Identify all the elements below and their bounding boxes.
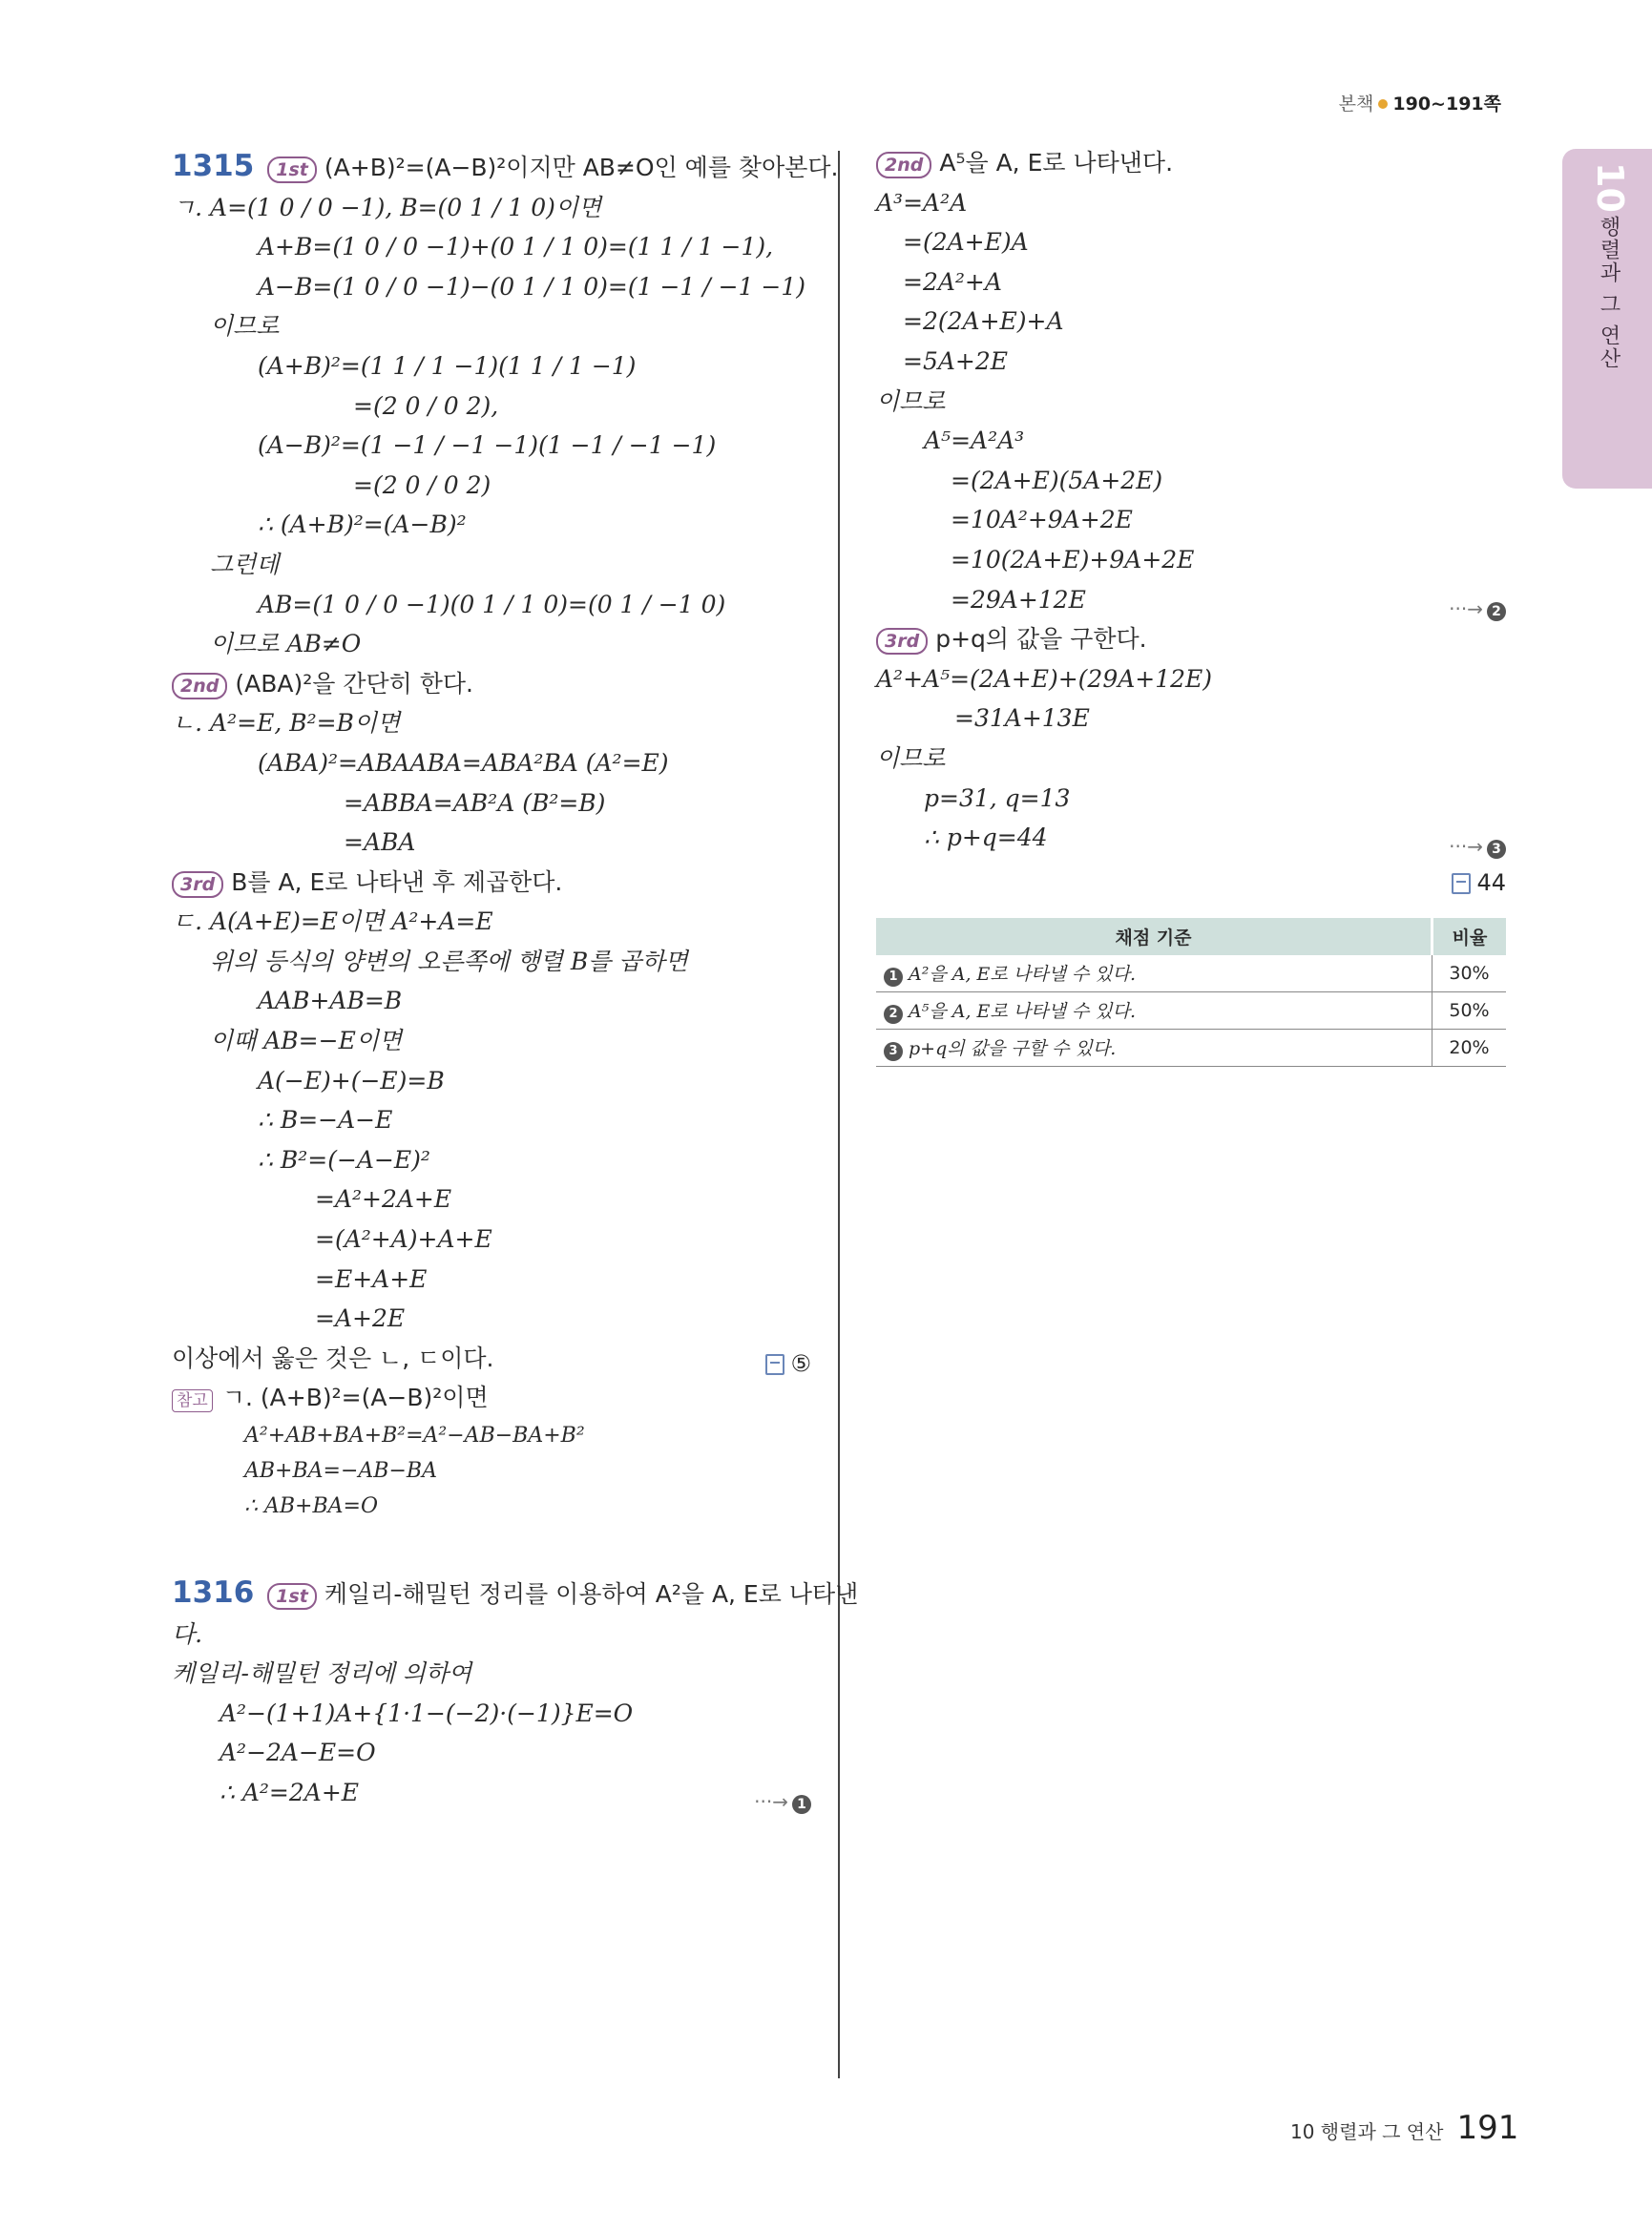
page-footer <box>1290 2109 1518 2147</box>
line-text: A²+A⁵=(2A+E)+(29A+12E) <box>876 664 1213 693</box>
solution-line <box>172 981 811 1021</box>
line-text: (A+B)²=(1 1 / 1 −1)(1 1 / 1 −1) <box>258 351 637 380</box>
criteria-text: p+q의 값을 구할 수 있다. <box>909 1038 1117 1059</box>
book-label: 본책 <box>1338 94 1374 115</box>
line-text: =2(2A+E)+A <box>903 307 1064 336</box>
line-text: =29A+12E <box>951 585 1086 614</box>
solution-line <box>172 1220 811 1260</box>
solution-line <box>172 1179 811 1220</box>
dotted-arrow-icon: ···→ <box>1449 835 1483 859</box>
line-text: AB=(1 0 / 0 −1)(0 1 / 1 0)=(0 1 / −1 0) <box>258 590 726 618</box>
step-badge: 3rd <box>876 628 928 655</box>
line-text: A(−E)+(−E)=B <box>258 1066 445 1095</box>
line-text: AB+BA=−AB−BA <box>244 1459 437 1483</box>
line-text: 케일리-해밀턴 정리에 의하여 <box>172 1659 472 1688</box>
solution-line <box>876 183 1506 223</box>
line-text: A⁵을 A, E로 나타낸다. <box>939 149 1174 177</box>
dotted-arrow-icon: ···→ <box>754 1789 788 1813</box>
solution-line <box>876 262 1506 302</box>
problem-number: 1316 <box>172 1575 255 1610</box>
solution-line <box>172 346 811 386</box>
line-text: AAB+AB=B <box>258 987 403 1015</box>
grading-criteria-table <box>876 918 1506 1067</box>
step-number-icon: 1 <box>884 968 903 987</box>
line-text: (ABA)²=ABAABA=ABA²BA (A²=E) <box>258 748 669 777</box>
criteria-ratio: 20% <box>1432 1030 1507 1067</box>
answer-value: ⑤ <box>790 1349 811 1377</box>
solution-line <box>172 306 811 346</box>
solution-line <box>172 386 811 427</box>
solution-line <box>172 1773 811 1813</box>
criteria-header: 채점 기준 <box>876 918 1432 955</box>
reference-line <box>172 1418 811 1453</box>
problem-heading <box>172 1574 859 1615</box>
solution-line <box>172 942 811 982</box>
reference-line <box>172 1489 811 1524</box>
step-marker <box>754 1783 811 1823</box>
solution-line <box>876 739 1506 779</box>
solution-line <box>172 227 811 267</box>
ratio-header: 비율 <box>1432 918 1507 955</box>
line-text: 케일리-해밀턴 정리를 이용하여 A²을 A, E로 나타낸 <box>324 1580 859 1608</box>
line-text: ∴ B²=(−A−E)² <box>258 1145 430 1174</box>
problem-number: 1315 <box>172 149 255 183</box>
criteria-ratio: 50% <box>1432 992 1507 1030</box>
table-row <box>876 1030 1506 1067</box>
line-text: (A+B)²=(A−B)²이지만 AB≠O인 예를 찾아본다. <box>324 154 839 181</box>
chapter-title: 행렬과 그 연산 <box>1597 216 1621 370</box>
right-column <box>876 143 1506 896</box>
solution-line <box>876 580 1506 620</box>
line-text: =2A²+A <box>903 267 1002 296</box>
answer <box>1452 864 1506 904</box>
step-number-icon: 3 <box>1487 840 1506 859</box>
chapter-number: 10 <box>1589 162 1631 213</box>
solution-line <box>172 1140 811 1180</box>
line-text: 위의 등식의 양변의 오른쪽에 행렬 B를 곱하면 <box>210 947 688 975</box>
step-badge: 2nd <box>172 673 227 699</box>
solution-line <box>172 1378 811 1418</box>
answer-value: 44 <box>1476 868 1506 896</box>
solution-line <box>172 1615 811 1655</box>
solution-line <box>172 505 811 545</box>
step-number-icon: 2 <box>1487 602 1506 621</box>
solution-line <box>876 222 1506 262</box>
step-badge: 1st <box>267 1583 317 1610</box>
criteria-text: A²을 A, E로 나타낼 수 있다. <box>909 964 1137 985</box>
line-text: A²−2A−E=O <box>220 1739 376 1767</box>
solution-line <box>172 1061 811 1101</box>
line-text: =ABBA=AB²A (B²=B) <box>344 788 606 817</box>
line-text: ㄷ. A(A+E)=E이면 A²+A=E <box>172 907 493 936</box>
step-marker <box>1449 827 1506 867</box>
table-row <box>876 955 1506 992</box>
criteria-ratio: 30% <box>1432 955 1507 992</box>
step-number-icon: 1 <box>792 1795 811 1814</box>
step-badge: 2nd <box>876 152 931 178</box>
line-text: B를 A, E로 나타낸 후 제곱한다. <box>231 867 563 896</box>
line-text: =A+2E <box>315 1304 406 1333</box>
line-text: 이므로 <box>210 312 280 341</box>
answer-icon <box>1452 873 1471 894</box>
step-badge: 1st <box>267 156 317 183</box>
line-text: 이므로 <box>876 743 946 772</box>
line-text: =(2A+E)A <box>903 228 1029 257</box>
line-text: ∴ AB+BA=O <box>244 1494 379 1518</box>
solution-line <box>172 1100 811 1140</box>
solution-line <box>172 1299 811 1339</box>
criteria-text: A⁵을 A, E로 나타낼 수 있다. <box>909 1001 1137 1022</box>
page-range: 190~191쪽 <box>1392 94 1501 115</box>
solution-line <box>876 342 1506 382</box>
line-text: =5A+2E <box>903 346 1009 375</box>
line-text: =(2 0 / 0 2), <box>353 391 499 420</box>
step-heading <box>172 664 811 704</box>
solution-line <box>172 624 811 664</box>
spacer <box>172 1524 811 1570</box>
solution-line <box>172 1654 811 1694</box>
page-number: 191 <box>1456 2109 1519 2147</box>
line-text: =(2 0 / 0 2) <box>353 470 491 499</box>
line-text: A²+AB+BA+B²=A²−AB−BA+B² <box>244 1424 585 1448</box>
solution-line <box>172 703 811 743</box>
reference-badge: 참고 <box>172 1389 213 1412</box>
solution-line <box>172 823 811 863</box>
left-column <box>172 143 859 1813</box>
line-text: =(2A+E)(5A+2E) <box>951 466 1163 494</box>
solution-line <box>876 540 1506 580</box>
line-text: =A²+2A+E <box>315 1185 452 1214</box>
solution-line <box>172 1339 811 1379</box>
solution-line <box>876 382 1506 422</box>
line-text: A−B=(1 0 / 0 −1)−(0 1 / 1 0)=(1 −1 / −1 −1) <box>258 272 806 301</box>
problem-heading <box>172 147 839 188</box>
step-number-icon: 2 <box>884 1005 903 1024</box>
solution-line <box>172 902 811 942</box>
step-heading <box>172 863 811 903</box>
line-text: 이므로 <box>876 386 946 415</box>
solution-line <box>876 779 1506 819</box>
line-text: ∴ A²=2A+E <box>220 1778 360 1806</box>
line-text: A⁵=A²A³ <box>924 427 1025 455</box>
dot-icon <box>1378 99 1388 109</box>
solution-line <box>876 818 1506 858</box>
line-text: ∴ p+q=44 <box>924 824 1048 852</box>
line-text: =E+A+E <box>315 1264 428 1293</box>
line-text: =31A+13E <box>954 704 1090 733</box>
table-row <box>876 992 1506 1030</box>
solution-line <box>172 188 811 228</box>
step-heading <box>876 619 1506 659</box>
line-text: =ABA <box>344 828 416 857</box>
solution-line <box>172 1694 811 1734</box>
solution-line <box>172 426 811 466</box>
solution-line <box>876 659 1506 699</box>
line-text: A+B=(1 0 / 0 −1)+(0 1 / 1 0)=(1 1 / 1 −1), <box>258 233 774 261</box>
line-text: 이때 AB=−E이면 <box>210 1027 403 1055</box>
line-text: ∴ B=−A−E <box>258 1106 393 1135</box>
solution-line <box>172 466 811 506</box>
line-text: =10(2A+E)+9A+2E <box>951 545 1195 573</box>
solution-line <box>876 421 1506 461</box>
step-badge: 3rd <box>172 871 223 898</box>
line-text: ㄱ. A=(1 0 / 0 −1), B=(0 1 / 1 0)이면 <box>172 193 602 221</box>
line-text: 그런데 <box>210 550 280 578</box>
solution-line <box>876 500 1506 540</box>
column-divider <box>838 151 840 2078</box>
solution-line <box>876 302 1506 342</box>
solution-line <box>172 783 811 824</box>
line-text: 이상에서 옳은 것은 ㄴ, ㄷ이다. <box>172 1344 494 1372</box>
solution-line <box>172 1733 811 1773</box>
solution-line <box>876 461 1506 501</box>
line-text: A³=A²A <box>876 188 968 217</box>
step-number-icon: 3 <box>884 1042 903 1061</box>
solution-line <box>172 743 811 783</box>
line-text: =10A²+9A+2E <box>951 506 1133 534</box>
solution-line <box>172 267 811 307</box>
line-text: (ABA)²을 간단히 한다. <box>235 669 473 698</box>
line-text: ∴ (A+B)²=(A−B)² <box>258 511 467 539</box>
line-text: A²−(1+1)A+{1·1−(−2)·(−1)}E=O <box>220 1699 634 1727</box>
solution-line <box>172 1260 811 1300</box>
footer-chapter: 10 행렬과 그 연산 <box>1290 2120 1444 2143</box>
solution-line <box>172 1021 811 1061</box>
answer-icon <box>765 1354 784 1375</box>
step-heading <box>876 143 1506 183</box>
line-text: p+q의 값을 구한다. <box>935 625 1147 654</box>
reference-line <box>172 1453 811 1489</box>
line-text: p=31, q=13 <box>924 783 1071 812</box>
line-text: =(A²+A)+A+E <box>315 1225 492 1254</box>
chapter-side-tab <box>1562 149 1652 489</box>
solution-line <box>172 545 811 585</box>
line-text: 다. <box>172 1619 203 1648</box>
page-reference <box>1339 90 1501 115</box>
line-text: 이므로 AB≠O <box>210 630 362 658</box>
line-text: (A−B)²=(1 −1 / −1 −1)(1 −1 / −1 −1) <box>258 431 717 460</box>
line-text: ㄴ. A²=E, B²=B이면 <box>172 709 401 738</box>
solution-line <box>876 698 1506 739</box>
solution-line <box>172 585 811 625</box>
line-text: ㄱ. (A+B)²=(A−B)²이면 <box>221 1384 489 1412</box>
dotted-arrow-icon: ···→ <box>1449 596 1483 620</box>
